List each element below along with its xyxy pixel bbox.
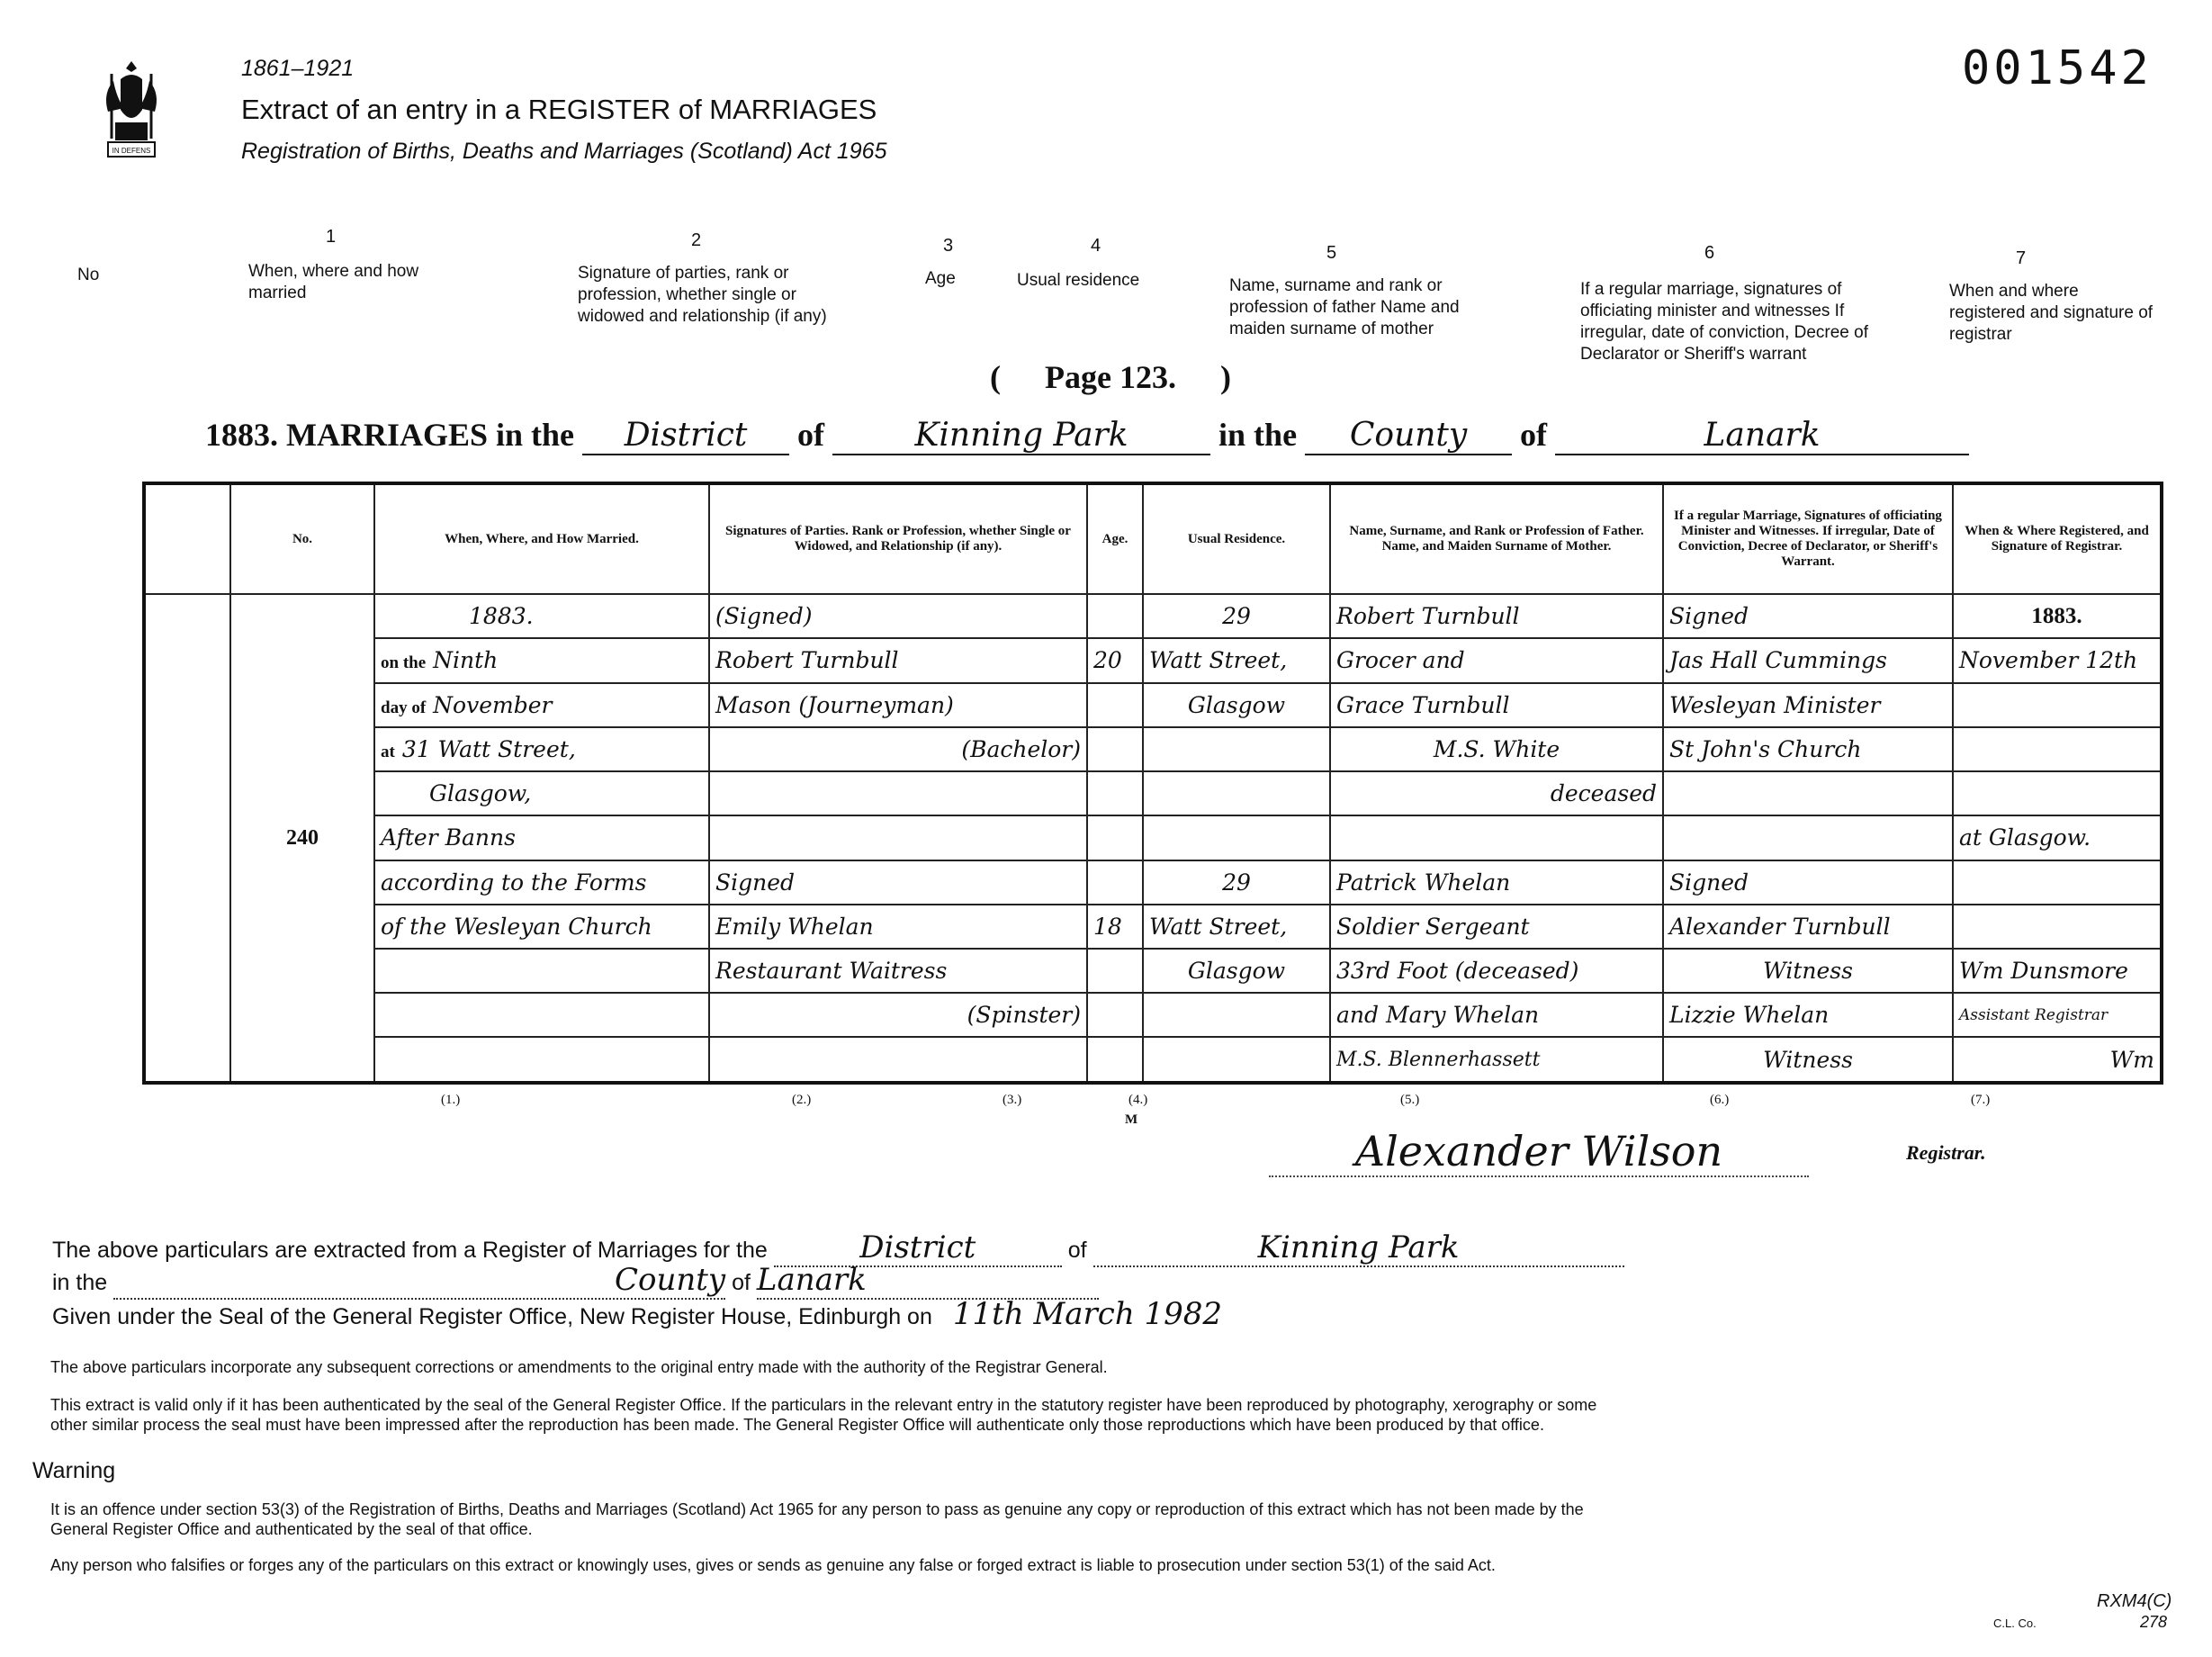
marriages-label: . MARRIAGES in the (270, 417, 575, 453)
table-cell (1663, 771, 1953, 815)
table-cell: 18 (1087, 905, 1143, 949)
table-cell: St John's Church (1663, 727, 1953, 771)
header-act: Registration of Births, Deaths and Marriages (Scotland) Act 1965 (241, 139, 887, 164)
table-header-registered: When & Where Registered, and Signature of Registrar. (1953, 483, 2162, 594)
table-header-minister: If a regular Marriage, Signatures of officiating Minister and Witnesses. If irregular, Date of Conviction, Decree of Declarator, or Sheriff's Warrant. (1663, 483, 1953, 594)
table-cell (1953, 771, 2162, 815)
table-cell: M.S. Blennerhassett (1330, 1037, 1663, 1083)
table-row (144, 638, 2162, 682)
table-cell (1087, 993, 1143, 1037)
note-corrections: The above particulars incorporate any subsequent corrections or amendments to the original entry made with the authority of the Registrar General. (50, 1358, 1108, 1376)
table-header-father: Name, Surname, and Rank or Profession of Father. Name, and Maiden Surname of Mother. (1330, 483, 1663, 594)
table-cell (709, 771, 1087, 815)
extract-of-1: of (1067, 1238, 1087, 1263)
table-cell: Watt Street, (1143, 638, 1330, 682)
col-heading-7: When and where registered and signature of registrar (1949, 282, 2154, 344)
table-cell (1087, 949, 1143, 993)
table-cell: Watt Street, (1143, 905, 1330, 949)
table-cell: deceased (1330, 771, 1663, 815)
district-name: Kinning Park (832, 417, 1210, 455)
table-cell: Signed (1663, 594, 1953, 638)
table-cell: at 31 Watt Street, (374, 727, 709, 771)
table-row (144, 683, 2162, 727)
col-num-5: 5 (1326, 243, 1337, 263)
col-heading-no: No (77, 266, 100, 284)
form-number: 278 (2140, 1613, 2168, 1631)
table-cell (1087, 594, 1143, 638)
col-num-6: 6 (1704, 243, 1715, 263)
footer-num-6: (6.) (1710, 1093, 1730, 1107)
table-row (144, 860, 2162, 905)
extract-seal-text: Given under the Seal of the General Register Office, New Register House, Edinburgh on (52, 1304, 932, 1329)
entry-number: 240 (230, 594, 374, 1083)
table-cell (1087, 683, 1143, 727)
extract-line-2 (52, 1262, 1099, 1300)
table-cell: according to the Forms (374, 860, 709, 905)
extract-of-2: of (732, 1270, 751, 1295)
register-table (142, 482, 2163, 1085)
table-cell: 20 (1087, 638, 1143, 682)
col-heading-4: Usual residence (1017, 271, 1140, 290)
table-cell: of the Wesleyan Church (374, 905, 709, 949)
table-cell (1143, 727, 1330, 771)
district-word: District (582, 417, 789, 455)
table-cell (1087, 815, 1143, 860)
page-close-paren: ) (1219, 359, 1231, 395)
table-cell (1953, 905, 2162, 949)
table-cell: November 12th (1953, 638, 2162, 682)
table-cell: Witness (1663, 949, 1953, 993)
footer-num-5: (5.) (1400, 1093, 1420, 1107)
register-district-line (205, 416, 1969, 455)
table-cell: (Spinster) (709, 993, 1087, 1037)
table-cell (1330, 815, 1663, 860)
table-cell: 1883. (1953, 594, 2162, 638)
table-cell: Glasgow (1143, 949, 1330, 993)
form-code: RXM4(C) (2097, 1591, 2172, 1611)
table-cell: on the Ninth (374, 638, 709, 682)
col-heading-3: Age (925, 269, 956, 288)
table-cell (1087, 727, 1143, 771)
table-cell: Jas Hall Cummings (1663, 638, 1953, 682)
extract-district-name: Kinning Park (1093, 1229, 1624, 1267)
table-header-residence: Usual Residence. (1143, 483, 1330, 594)
table-cell: and Mary Whelan (1330, 993, 1663, 1037)
table-cell: Robert Turnbull (1330, 594, 1663, 638)
county-word: County (1305, 417, 1512, 455)
col-num-1: 1 (326, 227, 337, 247)
table-row (144, 993, 2162, 1037)
table-cell: After Banns (374, 815, 709, 860)
table-cell: 1883. (374, 594, 709, 638)
extract-district-word: District (774, 1229, 1062, 1267)
extract-line-3 (52, 1296, 1222, 1332)
table-cell: M.S. White (1330, 727, 1663, 771)
table-header-no: No. (230, 483, 374, 594)
table-cell (1143, 993, 1330, 1037)
table-cell: Signed (709, 860, 1087, 905)
footer-mark: M (1125, 1112, 1138, 1127)
table-cell (374, 949, 709, 993)
table-cell: Wm (1953, 1037, 2162, 1083)
col-heading-6: If a regular marriage, signatures of officiating minister and witnesses If irregular, date of conviction, Decree of Declarator or Sheriff's warrant (1580, 280, 1869, 364)
table-cell: Robert Turnbull (709, 638, 1087, 682)
table-cell: Grace Turnbull (1330, 683, 1663, 727)
table-cell: 29 (1143, 594, 1330, 638)
table-row (144, 1037, 2162, 1083)
col-num-2: 2 (691, 230, 702, 250)
in-the-label: in the (1218, 417, 1298, 453)
table-row (144, 949, 2162, 993)
warning-title: Warning (32, 1458, 116, 1483)
of-label-2: of (1520, 417, 1548, 453)
table-row (144, 905, 2162, 949)
table-cell (1143, 771, 1330, 815)
extract-line1-text: The above particulars are extracted from a Register of Marriages for the (52, 1238, 768, 1263)
table-cell (1087, 1037, 1143, 1083)
footer-num-1: (1.) (441, 1093, 461, 1107)
table-row (144, 727, 2162, 771)
table-header-row (144, 483, 2162, 594)
table-margin-cell (144, 483, 230, 594)
header-title: Extract of an entry in a REGISTER of MARRIAGES (241, 94, 877, 125)
table-cell (1663, 815, 1953, 860)
table-cell (1953, 860, 2162, 905)
table-cell (709, 815, 1087, 860)
col-heading-1: When, where and how married (248, 262, 419, 302)
table-cell: Restaurant Waitress (709, 949, 1087, 993)
register-year: 1883 (205, 417, 270, 453)
footer-num-3: (3.) (1003, 1093, 1022, 1107)
table-cell: 33rd Foot (deceased) (1330, 949, 1663, 993)
extract-date: 11th March 1982 (952, 1296, 1223, 1332)
table-header-signatures: Signatures of Parties. Rank or Profession, whether Single or Widowed, and Relationship (if any). (709, 483, 1087, 594)
printer-mark: C.L. Co. (1993, 1616, 2037, 1630)
table-cell (374, 1037, 709, 1083)
page-open-paren: ( (990, 359, 1001, 395)
table-cell: day of November (374, 683, 709, 727)
table-row (144, 771, 2162, 815)
table-cell: Wm Dunsmore (1953, 949, 2162, 993)
crest-motto: IN DEFENS (112, 147, 151, 155)
table-header-age: Age. (1087, 483, 1143, 594)
serial-number: 001542 (1962, 41, 2153, 95)
table-cell (1953, 683, 2162, 727)
county-name: Lanark (1555, 417, 1969, 455)
note-validity: This extract is valid only if it has been authenticated by the seal of the General Register Office. If the particulars in the relevant entry in the statutory register have been reproduced by photography, xerography or some other similar process the seal must have been impressed after the reproduction has been made. The General Register Office will authenticate only those reproductions which have been produced by that office. (50, 1396, 1597, 1434)
table-cell: Glasgow, (374, 771, 709, 815)
table-cell: Patrick Whelan (1330, 860, 1663, 905)
table-cell: Mason (Journeyman) (709, 683, 1087, 727)
table-cell (709, 1037, 1087, 1083)
table-cell (1087, 860, 1143, 905)
royal-arms-crest-icon (99, 56, 164, 162)
table-header-when: When, Where, and How Married. (374, 483, 709, 594)
page-reference (990, 358, 1231, 396)
table-row (144, 815, 2162, 860)
table-cell: Soldier Sergeant (1330, 905, 1663, 949)
table-cell: (Bachelor) (709, 727, 1087, 771)
table-cell (1143, 815, 1330, 860)
table-cell: Wesleyan Minister (1663, 683, 1953, 727)
of-label-1: of (797, 417, 825, 453)
table-cell: (Signed) (709, 594, 1087, 638)
footer-num-2: (2.) (792, 1093, 812, 1107)
table-cell (374, 993, 709, 1037)
warning-forgery: Any person who falsifies or forges any of the particulars on this extract or knowingly uses, gives or sends as genuine any false or forged extract is liable to prosecution under section 53(1) of the said Act. (50, 1556, 1496, 1574)
table-cell: Alexander Turnbull (1663, 905, 1953, 949)
table-cell: Assistant Registrar (1953, 993, 2162, 1037)
table-margin-body (144, 594, 230, 1083)
table-cell: Witness (1663, 1037, 1953, 1083)
extract-county-word: County (113, 1262, 725, 1300)
table-cell: Lizzie Whelan (1663, 993, 1953, 1037)
warning-offence: It is an offence under section 53(3) of the Registration of Births, Deaths and Marriages (Scotland) Act 1965 for any person to pass as genuine any copy or reproduction of this extract which has not been made by the General Register Office and authenticated by the seal of that office. (50, 1500, 1584, 1538)
table-row (144, 594, 2162, 638)
table-cell (1953, 727, 2162, 771)
col-num-4: 4 (1091, 236, 1102, 256)
col-heading-5: Name, surname and rank or profession of father Name and maiden surname of mother (1229, 276, 1460, 338)
table-cell (1087, 771, 1143, 815)
extract-in-the: in the (52, 1270, 108, 1295)
footer-num-7: (7.) (1971, 1093, 1991, 1107)
table-cell: Emily Whelan (709, 905, 1087, 949)
registrar-label: Registrar. (1906, 1141, 1986, 1164)
extract-county-name: Lanark (757, 1262, 1099, 1300)
page-label: Page 123. (1045, 359, 1176, 395)
table-cell: 29 (1143, 860, 1330, 905)
header-years: 1861–1921 (241, 56, 355, 81)
footer-num-4: (4.) (1128, 1093, 1148, 1107)
table-cell: Grocer and (1330, 638, 1663, 682)
col-num-7: 7 (2016, 248, 2027, 268)
col-heading-2: Signature of parties, rank or profession, whether single or widowed and relationship (if any) (578, 264, 827, 326)
table-cell: Signed (1663, 860, 1953, 905)
col-num-3: 3 (943, 236, 954, 256)
table-cell: Glasgow (1143, 683, 1330, 727)
table-cell (1143, 1037, 1330, 1083)
registrar-signature: Alexander Wilson (1269, 1127, 1809, 1177)
table-cell: at Glasgow. (1953, 815, 2162, 860)
